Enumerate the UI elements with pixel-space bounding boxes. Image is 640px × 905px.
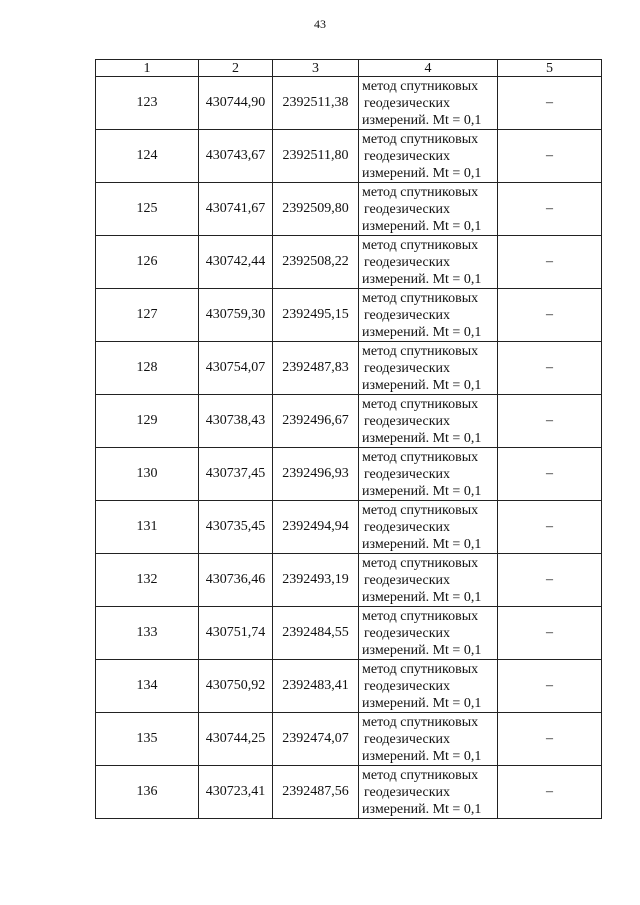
method-text-line: метод спутниковых	[362, 343, 479, 359]
table-row	[96, 77, 602, 130]
method-text-line: геодезических	[364, 413, 451, 429]
note-cell: –	[498, 395, 602, 448]
table-row	[96, 395, 602, 448]
point-number-cell: 127	[96, 289, 199, 342]
header-row	[96, 60, 602, 77]
y-coordinate-cell: 2392483,41	[273, 660, 359, 713]
method-cell	[359, 130, 498, 183]
note-cell: –	[498, 183, 602, 236]
method-text-line: метод спутниковых	[362, 661, 479, 677]
method-text-line: измерений. Mt = 0,1	[362, 483, 482, 499]
point-number-cell: 135	[96, 713, 199, 766]
y-coordinate-cell: 2392484,55	[273, 607, 359, 660]
x-coordinate-cell: 430736,46	[199, 554, 273, 607]
method-text-line: измерений. Mt = 0,1	[362, 324, 482, 340]
method-text-line: геодезических	[364, 148, 451, 164]
table-row	[96, 766, 602, 819]
point-number-cell: 131	[96, 501, 199, 554]
method-text-line: метод спутниковых	[362, 290, 479, 306]
note-cell: –	[498, 607, 602, 660]
method-text-line: метод спутниковых	[362, 449, 479, 465]
note-cell: –	[498, 130, 602, 183]
method-text-line: геодезических	[364, 519, 451, 535]
method-text-line: геодезических	[364, 201, 451, 217]
x-coordinate-cell: 430751,74	[199, 607, 273, 660]
method-cell	[359, 342, 498, 395]
x-coordinate-cell: 430754,07	[199, 342, 273, 395]
y-coordinate-cell: 2392487,56	[273, 766, 359, 819]
table-row	[96, 554, 602, 607]
table-row	[96, 501, 602, 554]
method-text-line: измерений. Mt = 0,1	[362, 430, 482, 446]
method-text-line: метод спутниковых	[362, 767, 479, 783]
method-text-line: геодезических	[364, 307, 451, 323]
y-coordinate-cell: 2392508,22	[273, 236, 359, 289]
x-coordinate-cell: 430741,67	[199, 183, 273, 236]
method-text-line: измерений. Mt = 0,1	[362, 112, 482, 128]
note-cell: –	[498, 554, 602, 607]
method-text-line: измерений. Mt = 0,1	[362, 536, 482, 552]
note-cell: –	[498, 236, 602, 289]
method-text-line: измерений. Mt = 0,1	[362, 377, 482, 393]
table-row	[96, 607, 602, 660]
method-text-line: геодезических	[364, 95, 451, 111]
page-number: 43	[314, 17, 326, 31]
point-number-cell: 132	[96, 554, 199, 607]
method-text-line: метод спутниковых	[362, 184, 479, 200]
method-text-line: измерений. Mt = 0,1	[362, 748, 482, 764]
point-number-cell: 130	[96, 448, 199, 501]
x-coordinate-cell: 430750,92	[199, 660, 273, 713]
method-text-line: геодезических	[364, 360, 451, 376]
y-coordinate-cell: 2392511,80	[273, 130, 359, 183]
method-text-line: геодезических	[364, 784, 451, 800]
method-cell	[359, 183, 498, 236]
method-cell	[359, 77, 498, 130]
y-coordinate-cell: 2392496,93	[273, 448, 359, 501]
method-text-line: метод спутниковых	[362, 131, 479, 147]
x-coordinate-cell: 430759,30	[199, 289, 273, 342]
point-number-cell: 124	[96, 130, 199, 183]
point-number-cell: 129	[96, 395, 199, 448]
method-text-line: метод спутниковых	[362, 714, 479, 730]
note-cell: –	[498, 342, 602, 395]
method-text-line: измерений. Mt = 0,1	[362, 165, 482, 181]
x-coordinate-cell: 430735,45	[199, 501, 273, 554]
method-cell	[359, 660, 498, 713]
table-row	[96, 713, 602, 766]
point-number-cell: 133	[96, 607, 199, 660]
method-text-line: геодезических	[364, 572, 451, 588]
method-text-line: метод спутниковых	[362, 78, 479, 94]
point-number-cell: 126	[96, 236, 199, 289]
y-coordinate-cell: 2392495,15	[273, 289, 359, 342]
method-text-line: геодезических	[364, 731, 451, 747]
note-cell: –	[498, 289, 602, 342]
y-coordinate-cell: 2392474,07	[273, 713, 359, 766]
method-text-line: метод спутниковых	[362, 555, 479, 571]
table-row	[96, 660, 602, 713]
method-cell	[359, 289, 498, 342]
method-cell	[359, 554, 498, 607]
header-col-1: 1	[96, 60, 199, 77]
note-cell: –	[498, 448, 602, 501]
table-header	[96, 60, 602, 77]
method-cell	[359, 766, 498, 819]
method-text-line: измерений. Mt = 0,1	[362, 218, 482, 234]
method-text-line: измерений. Mt = 0,1	[362, 801, 482, 817]
coordinates-table	[95, 59, 602, 819]
x-coordinate-cell: 430723,41	[199, 766, 273, 819]
y-coordinate-cell: 2392487,83	[273, 342, 359, 395]
note-cell: –	[498, 660, 602, 713]
table-row	[96, 289, 602, 342]
method-text-line: измерений. Mt = 0,1	[362, 589, 482, 605]
x-coordinate-cell: 430744,90	[199, 77, 273, 130]
method-cell	[359, 501, 498, 554]
x-coordinate-cell: 430744,25	[199, 713, 273, 766]
y-coordinate-cell: 2392493,19	[273, 554, 359, 607]
method-text-line: метод спутниковых	[362, 396, 479, 412]
point-number-cell: 125	[96, 183, 199, 236]
method-text-line: измерений. Mt = 0,1	[362, 642, 482, 658]
point-number-cell: 123	[96, 77, 199, 130]
header-col-3: 3	[273, 60, 359, 77]
table-row	[96, 130, 602, 183]
x-coordinate-cell: 430743,67	[199, 130, 273, 183]
method-cell	[359, 713, 498, 766]
point-number-cell: 134	[96, 660, 199, 713]
method-text-line: геодезических	[364, 678, 451, 694]
method-cell	[359, 448, 498, 501]
x-coordinate-cell: 430737,45	[199, 448, 273, 501]
method-text-line: метод спутниковых	[362, 608, 479, 624]
method-cell	[359, 236, 498, 289]
header-col-4: 4	[359, 60, 498, 77]
y-coordinate-cell: 2392496,67	[273, 395, 359, 448]
y-coordinate-cell: 2392511,38	[273, 77, 359, 130]
note-cell: –	[498, 713, 602, 766]
table-row	[96, 236, 602, 289]
method-cell	[359, 395, 498, 448]
note-cell: –	[498, 77, 602, 130]
method-text-line: измерений. Mt = 0,1	[362, 695, 482, 711]
method-text-line: геодезических	[364, 466, 451, 482]
point-number-cell: 136	[96, 766, 199, 819]
method-cell	[359, 607, 498, 660]
header-col-2: 2	[199, 60, 273, 77]
table-body	[96, 77, 602, 819]
y-coordinate-cell: 2392494,94	[273, 501, 359, 554]
table-row	[96, 448, 602, 501]
method-text-line: измерений. Mt = 0,1	[362, 271, 482, 287]
y-coordinate-cell: 2392509,80	[273, 183, 359, 236]
x-coordinate-cell: 430742,44	[199, 236, 273, 289]
method-text-line: метод спутниковых	[362, 237, 479, 253]
method-text-line: метод спутниковых	[362, 502, 479, 518]
table-row	[96, 342, 602, 395]
x-coordinate-cell: 430738,43	[199, 395, 273, 448]
note-cell: –	[498, 766, 602, 819]
note-cell: –	[498, 501, 602, 554]
method-text-line: геодезических	[364, 625, 451, 641]
header-col-5: 5	[498, 60, 602, 77]
point-number-cell: 128	[96, 342, 199, 395]
table-row	[96, 183, 602, 236]
method-text-line: геодезических	[364, 254, 451, 270]
